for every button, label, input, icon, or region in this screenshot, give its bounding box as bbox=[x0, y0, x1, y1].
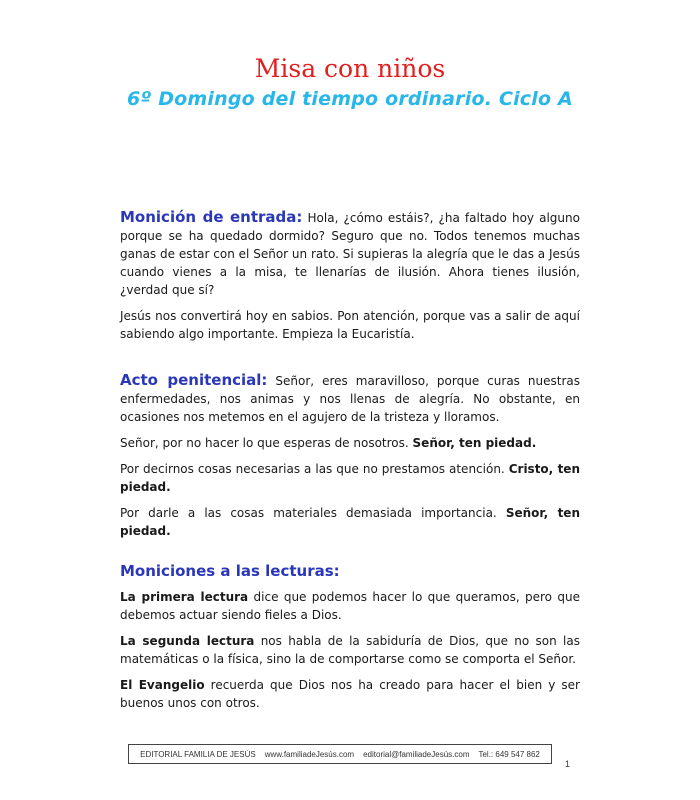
document-title: Misa con niños bbox=[254, 54, 446, 83]
acto-penitencial-paragraph bbox=[120, 371, 580, 426]
lectura-label: La primera lectura bbox=[120, 590, 249, 604]
document-body bbox=[120, 208, 580, 720]
lectura-item: La segunda lectura nos habla de la sabiduría de Dios, que no son las matemáticas o la física, sino la de comportarse como se comporta el Señor. bbox=[120, 634, 580, 666]
acto-penitencial-heading: Acto penitencial: bbox=[120, 371, 268, 389]
footer-publisher: EDITORIAL FAMILIA DE JESÚS bbox=[140, 749, 256, 759]
lectura-label: La segunda lectura bbox=[120, 634, 255, 648]
lectura-item: El Evangelio recuerda que Dios nos ha creado para hacer el bien y ser buenos unos con otros. bbox=[120, 678, 580, 710]
footer-phone: Tel.: 649 547 862 bbox=[478, 749, 540, 759]
lectura-item: La primera lectura dice que podemos hacer lo que queramos, pero que debemos actuar siendo fieles a Dios. bbox=[120, 590, 581, 622]
petition: Por darle a las cosas materiales demasiada importancia. Señor, ten piedad. bbox=[120, 506, 580, 538]
petition-response: Señor, ten piedad. bbox=[120, 506, 580, 538]
monicion-entrada-text: Hola, ¿cómo estáis?, ¿ha faltado hoy alguno porque se ha quedado dormido? Seguro que no. Todos tenemos muchas ganas de estar con el Señor un rato. Si supieras la alegría que le das a Jesús cuando vienes a la misa, te llenarías de ilusión. Ahora tienes ilusión, ¿verdad que sí? bbox=[120, 211, 580, 297]
petition: Por decirnos cosas necesarias a las que no prestamos atención. Cristo, ten piedad. bbox=[120, 462, 580, 494]
document-subtitle: 6º Domingo del tiempo ordinario. Ciclo A bbox=[127, 88, 573, 110]
moniciones-lecturas-heading: Moniciones a las lecturas: bbox=[120, 562, 340, 580]
monicion-entrada-heading: Monición de entrada: bbox=[120, 208, 303, 226]
petition-response: Cristo, ten piedad. bbox=[120, 462, 580, 494]
petition: Señor, por no hacer lo que esperas de nosotros. Señor, ten piedad. bbox=[120, 436, 537, 450]
footer-website[interactable]: www.familiadeJesús.com bbox=[264, 749, 355, 759]
footer-email[interactable]: editorial@familiadeJesús.com bbox=[363, 749, 470, 759]
monicion-entrada-paragraph-2: Jesús nos convertirá hoy en sabios. Pon atención, porque vas a salir de aquí sabiendo algo importante. Empieza la Eucaristía. bbox=[120, 309, 580, 341]
page-number: 1 bbox=[565, 759, 571, 769]
acto-penitencial-intro: Señor, eres maravilloso, porque curas nuestras enfermedades, nos animas y nos llenas de alegría. No obstante, en ocasiones nos metemos en el agujero de la tristeza y lloramos. bbox=[120, 374, 580, 424]
footer-bar bbox=[128, 744, 552, 764]
petition-response: Señor, ten piedad. bbox=[412, 436, 537, 450]
monicion-entrada-paragraph bbox=[120, 208, 580, 299]
lectura-label: El Evangelio bbox=[120, 678, 205, 692]
